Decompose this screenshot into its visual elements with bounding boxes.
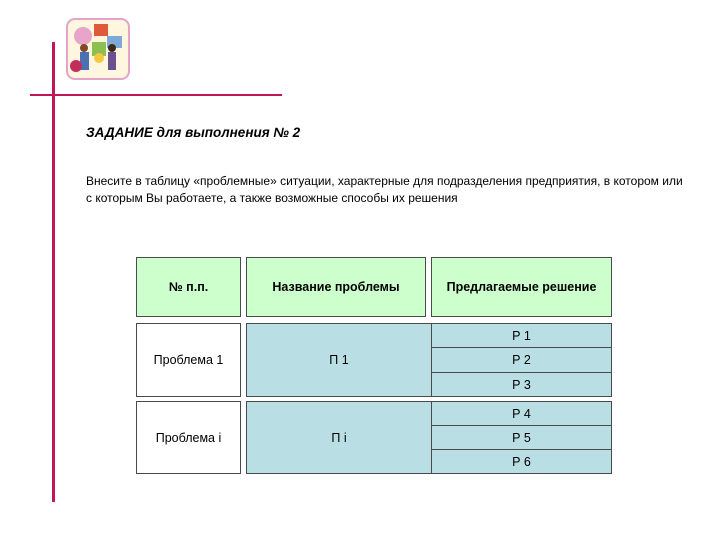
row-1-solution-2: Р 2 <box>431 347 612 373</box>
row-2-solution-2: Р 5 <box>431 425 612 450</box>
row-1-problem: П 1 <box>246 323 432 397</box>
header-number: № п.п. <box>136 257 241 317</box>
row-2-problem: П i <box>246 401 432 474</box>
decorative-horizontal-line <box>30 94 282 96</box>
row-1-solution-1: Р 1 <box>431 323 612 348</box>
task-description: Внесите в таблицу «проблемные» ситуации, характерные для подразделения предприятия, в котором или с которым Вы работаете, а также возможные способы их решения <box>86 174 683 205</box>
task-title: ЗАДАНИЕ для выполнения № 2 <box>86 125 301 140</box>
row-1-label: Проблема 1 <box>136 323 241 397</box>
decorative-vertical-line <box>52 42 55 502</box>
row-1-solution-3: Р 3 <box>431 372 612 397</box>
header-problem-name: Название проблемы <box>246 257 426 317</box>
header-solutions: Предлагаемые решение <box>431 257 612 317</box>
row-2-solution-1: Р 4 <box>431 401 612 426</box>
row-2-solution-3: Р 6 <box>431 449 612 474</box>
team-puzzle-clipart-icon <box>66 18 130 80</box>
row-2-label: Проблема i <box>136 401 241 474</box>
